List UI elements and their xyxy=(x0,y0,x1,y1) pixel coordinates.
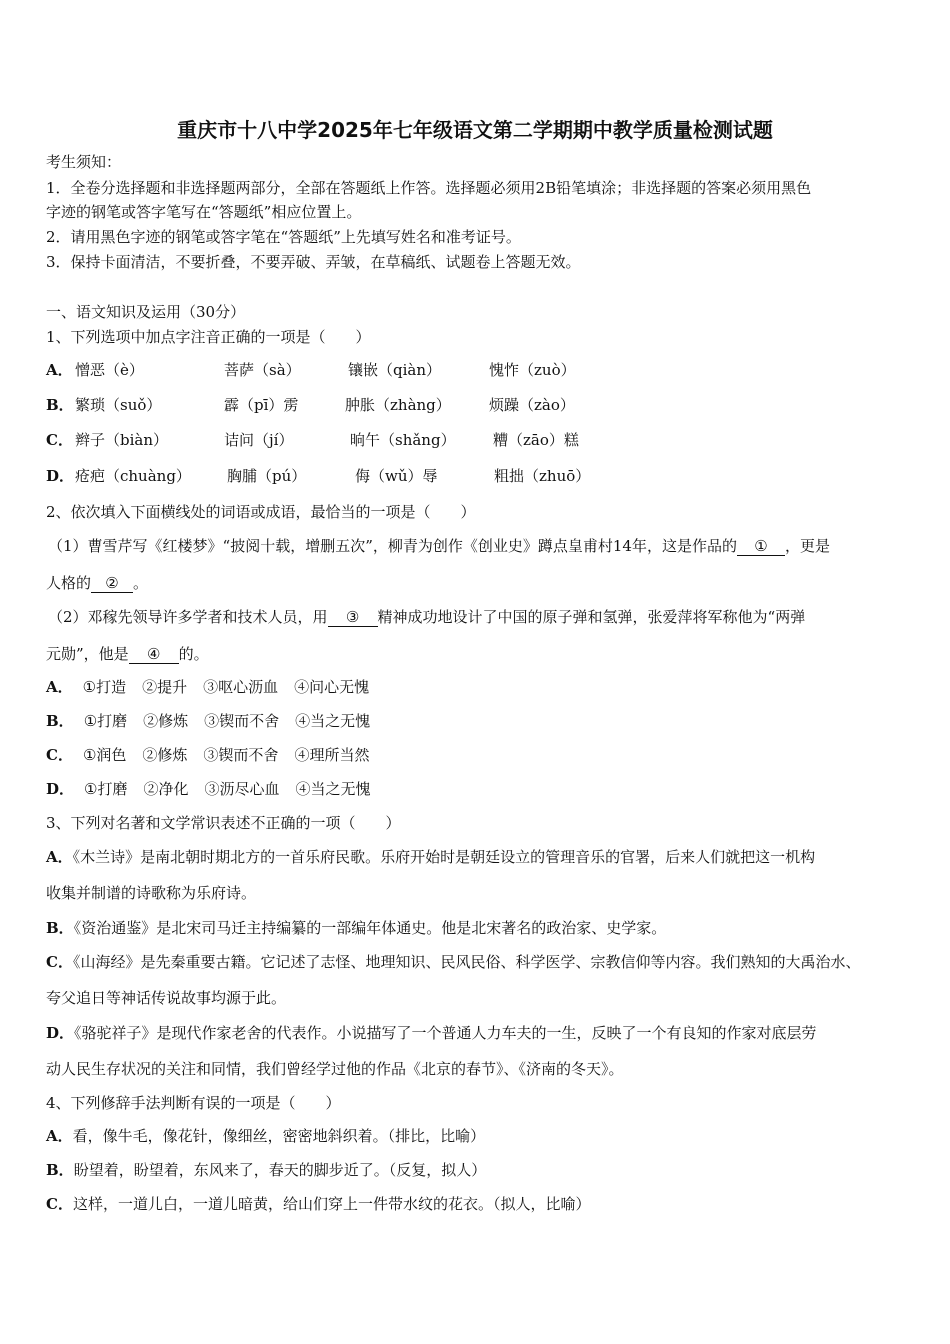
notice-item-1-cont: 字迹的钢笔或答字笔写在“答题纸”相应位置上。 xyxy=(46,203,362,221)
q2-option-c xyxy=(46,745,385,765)
option-label: C． xyxy=(46,746,73,764)
option-label: A． xyxy=(46,848,73,866)
q2-passage-1-cont xyxy=(46,573,148,593)
answer-blank-1: ① xyxy=(737,537,785,556)
q2-passage-2-cont xyxy=(46,644,209,664)
section-heading: 一、语文知识及运用（30分） xyxy=(46,303,246,321)
option-item: ①打磨 xyxy=(84,780,128,798)
q3-option-a-cont: 收集并制谱的诗歌称为乐府诗。 xyxy=(46,884,257,902)
q2-option-a xyxy=(46,677,385,697)
option-item: ③呕心沥血 xyxy=(203,678,279,696)
option-item: 糟（zāo）糕 xyxy=(493,431,579,449)
option-label: B． xyxy=(46,712,74,730)
option-item: 诘问（jí） xyxy=(224,431,294,449)
option-item: 繁琐（suǒ） xyxy=(75,396,162,414)
option-text: 这样，一道儿白，一道儿暗黄，给山们穿上一件带水纹的花衣。（拟人，比喻） xyxy=(72,1195,591,1213)
option-label: A． xyxy=(46,678,73,696)
q2-stem: 2、依次填入下面横线处的词语或成语，最恰当的一项是（ ） xyxy=(46,503,476,521)
notice-item-2: 2．请用黑色字迹的钢笔或答字笔在“答题纸”上先填写姓名和准考证号。 xyxy=(46,228,521,246)
option-label: B． xyxy=(46,396,74,414)
q1-stem: 1、下列选项中加点字注音正确的一项是（ ） xyxy=(46,328,371,346)
option-text: 《木兰诗》是南北朝时期北方的一首乐府民歌。乐府开始时是朝廷设立的管理音乐的官署，后来人们就把这一机构 xyxy=(72,848,816,866)
option-item: ④问心无愧 xyxy=(294,678,370,696)
q3-option-d-cont: 动人民生存状况的关注和同情，我们曾经学过他的作品《北京的春节》、《济南的冬天》。 xyxy=(46,1060,624,1078)
option-item: ②修炼 xyxy=(142,746,188,764)
q2-passage-1 xyxy=(48,536,830,556)
option-item: ④理所当然 xyxy=(294,746,370,764)
option-label: A． xyxy=(46,1127,73,1145)
q4-option-a xyxy=(46,1126,485,1146)
q4-option-c xyxy=(46,1194,590,1214)
option-label: B． xyxy=(46,919,74,937)
option-item: ④当之无愧 xyxy=(295,780,371,798)
option-item: ③锲而不舍 xyxy=(203,746,279,764)
passage-text: 的。 xyxy=(178,645,209,663)
option-item: 肿胀（zhàng） xyxy=(345,396,451,414)
option-text: 《骆驼祥子》是现代作家老舍的代表作。小说描写了一个普通人力车夫的一生，反映了一个有良知的作家对底层劳 xyxy=(74,1024,817,1042)
option-item: ④当之无愧 xyxy=(295,712,371,730)
answer-blank-3: ③ xyxy=(328,608,378,627)
passage-text: 精神成功地设计了中国的原子弹和氢弹，张爱萍将军称他为“两弹 xyxy=(377,608,806,626)
option-text: 盼望着，盼望着，东风来了，春天的脚步近了。（反复，拟人） xyxy=(73,1161,487,1179)
option-item: 愧怍（zuò） xyxy=(489,361,576,379)
option-item: ①润色 xyxy=(82,746,127,764)
q2-option-b xyxy=(46,711,386,731)
option-text: 《山海经》是先秦重要古籍。它记述了志怪、地理知识、民风民俗、科学医学、宗教信仰等内容。我们熟知的大禹治水、 xyxy=(72,953,861,971)
option-label: C． xyxy=(46,953,73,971)
passage-text: （2）邓稼先领导许多学者和技术人员，用 xyxy=(48,608,328,626)
q2-option-d xyxy=(46,779,387,799)
option-item: ②提升 xyxy=(142,678,188,696)
option-label: D． xyxy=(46,780,75,798)
notice-heading: 考生须知： xyxy=(46,153,122,171)
answer-blank-2: ② xyxy=(91,574,133,593)
passage-text: 元勋”，他是 xyxy=(46,645,129,663)
q3-stem: 3、下列对名著和文学常识表述不正确的一项（ ） xyxy=(46,814,401,832)
q4-option-b xyxy=(46,1160,486,1180)
option-label: C． xyxy=(46,1195,73,1213)
option-item: 菩萨（sà） xyxy=(224,361,301,379)
option-item: ①打磨 xyxy=(83,712,128,730)
option-item: 憎恶（è） xyxy=(75,361,144,379)
passage-text: 人格的 xyxy=(46,574,92,592)
q3-option-b xyxy=(46,918,666,938)
q3-option-c-cont: 夸父追日等神话传说故事均源于此。 xyxy=(46,989,287,1007)
notice-item-3: 3．保持卡面清洁，不要折叠，不要弄破、弄皱，在草稿纸、试题卷上答题无效。 xyxy=(46,253,581,271)
option-item: ①打造 xyxy=(82,678,127,696)
q4-stem: 4、下列修辞手法判断有误的一项是（ ） xyxy=(46,1094,341,1112)
option-text: 《资治通鉴》是北宋司马迁主持编纂的一部编年体通史。他是北宋著名的政治家、史学家。 xyxy=(73,919,667,937)
page-title: 重庆市十八中学2025年七年级语文第二学期期中教学质量检测试题 xyxy=(177,118,773,142)
option-label: C． xyxy=(46,431,73,449)
option-item: ③沥尽心血 xyxy=(204,780,280,798)
q2-passage-2 xyxy=(48,607,805,627)
option-item: 烦躁（zào） xyxy=(489,396,575,414)
option-label: B． xyxy=(46,1161,74,1179)
q3-option-a xyxy=(46,847,815,867)
option-label: A． xyxy=(46,361,73,379)
option-item: 粗拙（zhuō） xyxy=(494,467,591,485)
notice-item-1: 1．全卷分选择题和非选择题两部分，全部在答题纸上作答。选择题必须用2B铅笔填涂；非选择题的答案必须用黑色 xyxy=(46,179,812,197)
option-label: D． xyxy=(46,467,75,485)
answer-blank-4: ④ xyxy=(129,645,179,664)
option-label: D． xyxy=(46,1024,75,1042)
option-item: 侮（wǔ）辱 xyxy=(355,467,438,485)
option-item: 镶嵌（qiàn） xyxy=(348,361,442,379)
q3-option-c xyxy=(46,952,860,972)
option-item: 辫子（biàn） xyxy=(75,431,169,449)
option-item: 胸脯（pú） xyxy=(227,467,307,485)
option-item: 晌午（shǎng） xyxy=(350,431,456,449)
option-item: ②修炼 xyxy=(143,712,189,730)
q3-option-d xyxy=(46,1023,817,1043)
option-item: 疮疤（chuàng） xyxy=(75,467,191,485)
passage-text: ，更是 xyxy=(784,537,830,555)
option-item: ②净化 xyxy=(143,780,189,798)
option-item: 霹（pī）雳 xyxy=(224,396,299,414)
option-text: 看，像牛毛，像花针，像细丝，密密地斜织着。（排比，比喻） xyxy=(72,1127,486,1145)
passage-text: 。 xyxy=(133,574,149,592)
passage-text: （1）曹雪芹写《红楼梦》“披阅十载，增删五次”，柳青为创作《创业史》蹲点皇甫村14年，这是作品的 xyxy=(48,537,737,555)
option-item: ③锲而不舍 xyxy=(204,712,280,730)
